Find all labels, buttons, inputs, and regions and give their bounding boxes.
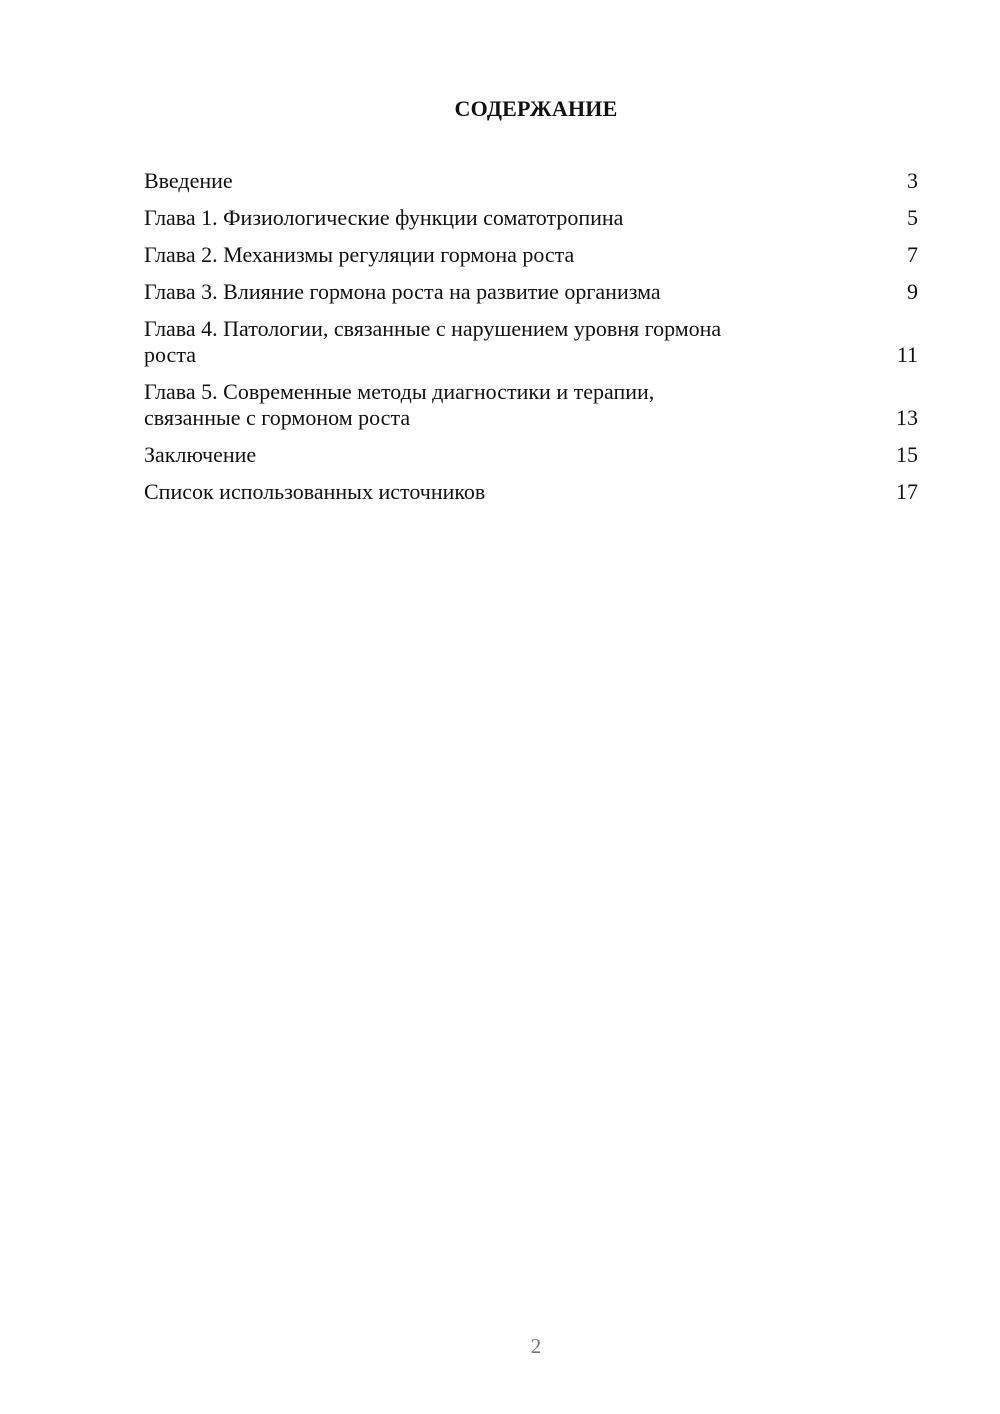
toc-entry-page: 7: [907, 242, 918, 267]
toc-entry-page: 5: [907, 205, 918, 230]
toc-entry-conclusion: [144, 442, 918, 468]
toc-entry-title: Заключение: [144, 442, 257, 467]
toc-entry-page: 13: [896, 405, 918, 430]
toc-entry-page: 3: [907, 168, 918, 193]
toc-entry-chapter-1: [144, 205, 918, 231]
toc-entry-page: 17: [896, 479, 918, 504]
toc-entry-chapter-4: [144, 316, 918, 368]
toc-entry-page: 11: [896, 342, 918, 367]
toc-entry-title: Глава 5. Современные методы диагностики и терапии, связанные с гормоном роста: [144, 379, 655, 430]
page-title: СОДЕРЖАНИЕ: [454, 96, 618, 121]
table-of-contents: [144, 168, 918, 516]
page-number: 2: [530, 1334, 542, 1358]
toc-entry-title: Введение: [144, 168, 233, 193]
toc-entry-title: Глава 2. Механизмы регуляции гормона роста: [144, 242, 575, 267]
toc-entry-title: Глава 1. Физиологические функции соматотропина: [144, 205, 624, 230]
toc-entry-title: Глава 3. Влияние гормона роста на развитие организма: [144, 279, 661, 304]
toc-entry-introduction: [144, 168, 918, 194]
toc-entry-page: 15: [896, 442, 918, 467]
toc-entry-chapter-5: [144, 379, 918, 431]
toc-entry-title: Глава 4. Патологии, связанные с нарушением уровня гормона роста: [144, 316, 722, 367]
toc-entry-chapter-2: [144, 242, 918, 268]
toc-entry-page: 9: [907, 279, 918, 304]
toc-entry-chapter-3: [144, 279, 918, 305]
toc-entry-title: Список использованных источников: [144, 479, 486, 504]
toc-entry-references: [144, 479, 918, 505]
